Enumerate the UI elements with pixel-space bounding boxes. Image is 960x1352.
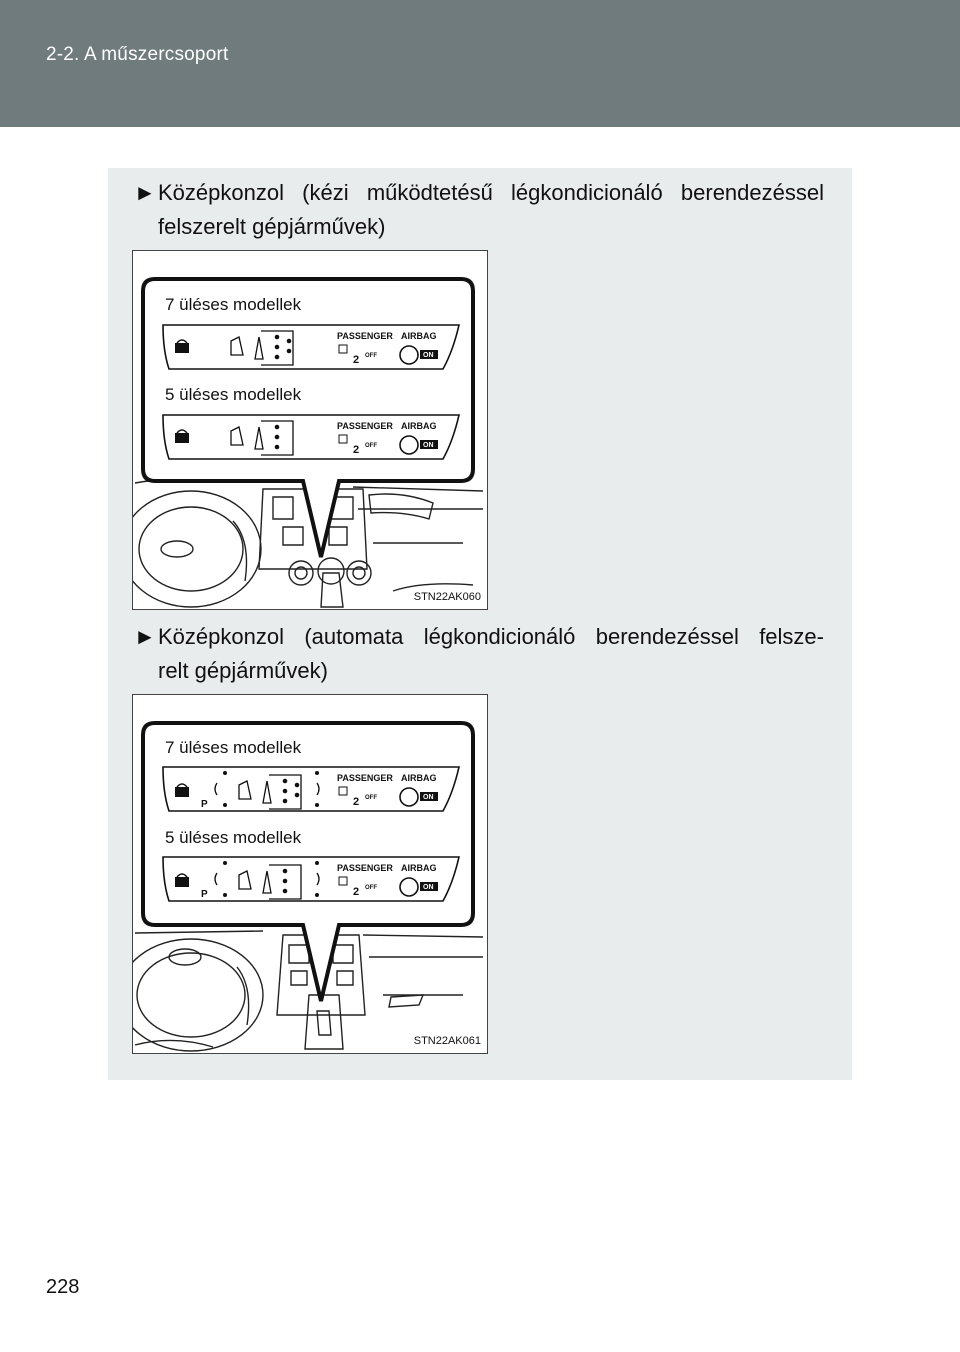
section-1-line-2: felszerelt gépjárművek) <box>158 214 386 239</box>
on-label: ON <box>423 794 434 801</box>
label-5-seat-models: 5 üléses modellek <box>165 385 302 404</box>
indicator-panel-5-seat <box>163 857 459 901</box>
off-label: OFF <box>365 353 377 359</box>
seat-number: 2 <box>353 886 360 898</box>
airbag-label: AIRBAG <box>401 773 437 783</box>
off-label: OFF <box>365 443 377 449</box>
on-label: ON <box>423 352 434 359</box>
passenger-label: PASSENGER <box>337 773 393 783</box>
passenger-label: PASSENGER <box>337 863 393 873</box>
bullet-arrow-icon: ► <box>134 180 156 205</box>
bullet-arrow-icon: ► <box>134 624 156 649</box>
seat-number: 2 <box>353 354 360 366</box>
section-2-text <box>134 620 824 688</box>
svg-text:P: P <box>201 889 208 900</box>
passenger-label: PASSENGER <box>337 421 393 431</box>
figure-manual-ac <box>132 250 488 610</box>
page-header <box>0 0 960 127</box>
indicator-panel-7-seat <box>163 325 459 369</box>
figure-code: STN22AK061 <box>413 1035 481 1047</box>
section-title: 2-2. A műszercsoport <box>46 44 229 65</box>
section-2-line-1: Középkonzol (automata légkondicionáló berendezéssel felsze- <box>158 624 824 649</box>
on-label: ON <box>423 442 434 449</box>
off-label: OFF <box>365 885 377 891</box>
off-label: OFF <box>365 795 377 801</box>
label-5-seat-models: 5 üléses modellek <box>165 828 302 847</box>
airbag-label: AIRBAG <box>401 863 437 873</box>
figure-code: STN22AK060 <box>413 591 481 603</box>
indicator-panel-7-seat <box>163 767 459 811</box>
seat-number: 2 <box>353 796 360 808</box>
label-7-seat-models: 7 üléses modellek <box>165 295 302 314</box>
airbag-label: AIRBAG <box>401 331 437 341</box>
content-box <box>108 168 852 1080</box>
section-1-line-1: Középkonzol (kézi működtetésű légkondicionáló berendezéssel <box>158 180 824 205</box>
svg-text:P: P <box>201 799 208 810</box>
section-1-text <box>134 176 824 244</box>
on-label: ON <box>423 884 434 891</box>
indicator-panel-5-seat <box>163 415 459 459</box>
seat-number: 2 <box>353 444 360 456</box>
page-number: 228 <box>46 1276 80 1298</box>
airbag-label: AIRBAG <box>401 421 437 431</box>
passenger-label: PASSENGER <box>337 331 393 341</box>
label-7-seat-models: 7 üléses modellek <box>165 738 302 757</box>
figure-automatic-ac <box>132 694 488 1054</box>
section-2-line-2: relt gépjárművek) <box>158 658 328 683</box>
